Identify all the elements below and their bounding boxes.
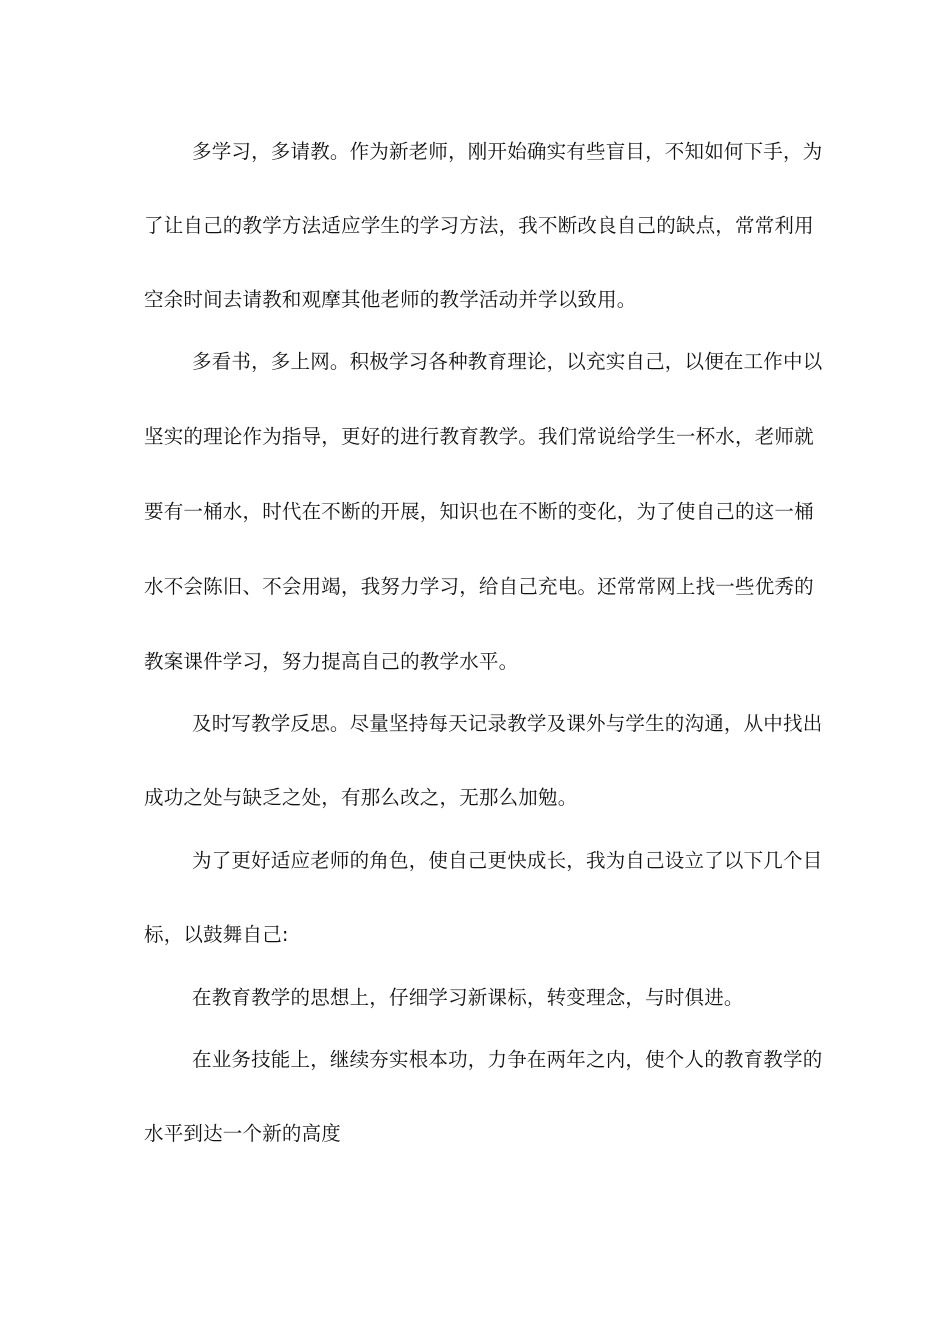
paragraph-2-line-5: 教案课件学习，努力提高自己的教学水平。	[144, 650, 519, 673]
paragraph-6-line-2: 水平到达一个新的高度	[144, 1122, 342, 1145]
paragraph-4-line-2: 标，以鼓舞自己:	[144, 923, 289, 946]
paragraph-3-line-1: 及时写教学反思。尽量坚持每天记录教学及课外与学生的沟通，从中找出	[192, 712, 823, 735]
paragraph-2-line-1: 多看书，多上网。积极学习各种教育理论，以充实自己，以便在工作中以	[192, 350, 823, 373]
paragraph-2-line-4: 水不会陈旧、不会用竭，我努力学习，给自己充电。还常常网上找一些优秀的	[144, 575, 814, 598]
paragraph-5-line-1: 在教育教学的思想上，仔细学习新课标，转变理念，与时俱进。	[192, 986, 744, 1009]
paragraph-2-line-3: 要有一桶水，时代在不断的开展，知识也在不断的变化，为了使自己的这一桶	[144, 500, 814, 523]
paragraph-1-line-1: 多学习，多请教。作为新老师，刚开始确实有些盲目，不知如何下手，为	[192, 140, 823, 163]
paragraph-6-line-1: 在业务技能上，继续夯实根本功，力争在两年之内，使个人的教育教学的	[192, 1048, 823, 1071]
paragraph-4-line-1: 为了更好适应老师的角色，使自己更快成长，我为自己设立了以下几个目	[192, 849, 823, 872]
paragraph-1-line-3: 空余时间去请教和观摩其他老师的教学活动并学以致用。	[144, 288, 637, 311]
paragraph-2-line-2: 坚实的理论作为指导，更好的进行教育教学。我们常说给学生一杯水，老师就	[144, 425, 814, 448]
paragraph-1-line-2: 了让自己的教学方法适应学生的学习方法，我不断改良自己的缺点，常常利用	[144, 214, 814, 237]
paragraph-3-line-2: 成功之处与缺乏之处，有那么改之，无那么加勉。	[144, 786, 578, 809]
